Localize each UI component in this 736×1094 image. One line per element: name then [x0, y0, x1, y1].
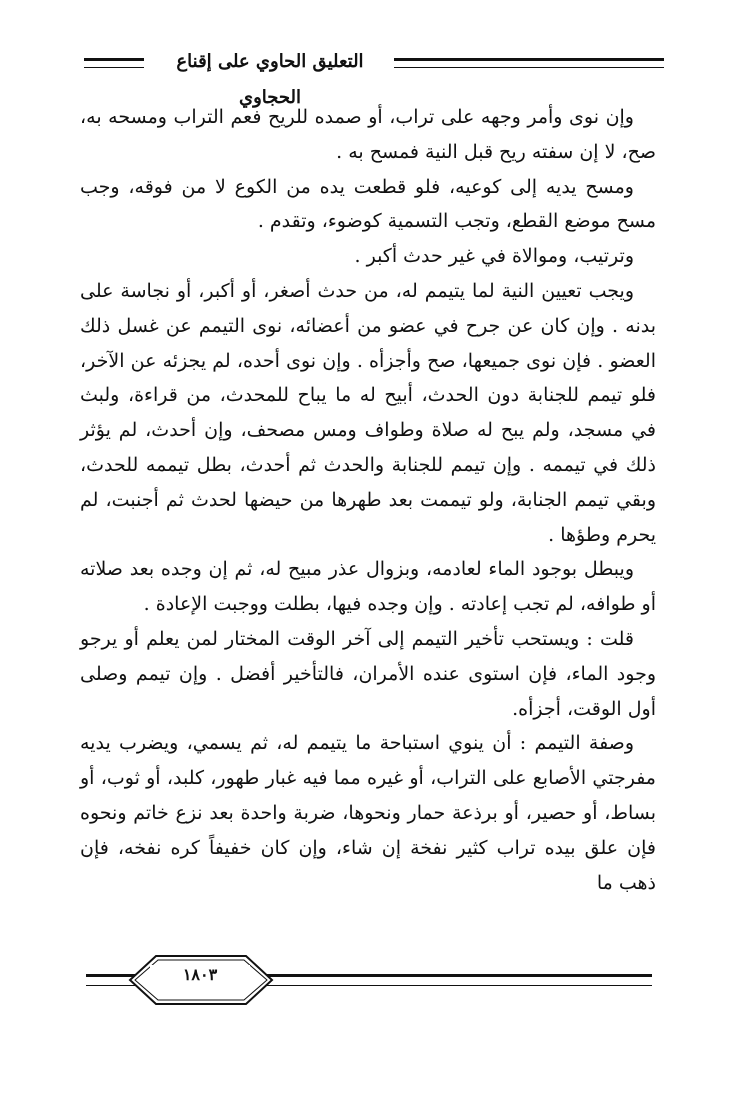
paragraph: وترتيب، وموالاة في غير حدث أكبر . [354, 245, 634, 268]
header-title: التعليق الحاوي على إقناع الحجاوي [176, 51, 364, 108]
paragraph: ومسح يديه إلى كوعيه، فلو قطعت يده من الكوع لا من فوقه، وجب مسح موضع القطع، وتجب التسمية كوضوء، وتقدم . [80, 175, 656, 233]
paragraph: وإن نوى وأمر وجهه على تراب، أو صمده للريح فعم التراب ومسحه به، صح، لا إن سفته ريح قبل النية فمسح به . [80, 106, 656, 163]
running-header [72, 44, 664, 108]
paragraph: ويجب تعيين النية لما يتيمم له، من حدث أصغر، أو أكبر، أو نجاسة على بدنه . وإن كان عن جرح في عضو من أعضائه، نوى التيمم عن غسل ذلك العضو . فإن نوى جميعها، صح وأجزأه . وإن نوى أحده، لم يجزئه عن الآخر، فلو تيمم للجنابة دون الحدث، أبيح له ما يباح للمحدث، من قراءة، ولبث في مسجد، ولم يبح له صلاة وطواف ومس مصحف، وإن أحدث، لم يؤثر ذلك في تيممه . وإن تيمم للجنابة والحدث ثم أحدث، بطل تيممه للحدث، وبقي تيمم الجنابة، ولو تيممت بعد طهرها من حيضها لحدث ثم أجنبت، لم يحرم وطؤها . [80, 279, 656, 546]
page-body [80, 100, 656, 900]
paragraph: وصفة التيمم : أن ينوي استباحة ما يتيمم له، ثم يسمي، ويضرب يديه مفرجتي الأصابع على التراب، أو غيره مما فيه غبار طهور، كلبد، أو ثوب، أو بساط، أو حصير، أو برذعة حمار ونحوها، ضربة واحدة بعد نزع خاتم ونحوه فإن علق بيده تراب كثير نفخة إن شاء، وإن كان خفيفاً كره نفخه، فإن ذهب ما [80, 732, 656, 894]
paragraph: قلت : ويستحب تأخير التيمم إلى آخر الوقت المختار لمن يعلم أو يرجو وجود الماء، فإن استوى عنده الأمران، فالتأخير أفضل . وإن تيمم وصلى أول الوقت، أجزأه. [80, 627, 656, 720]
header-rule-left [84, 58, 144, 68]
paragraph: ويبطل بوجود الماء لعادمه، وبزوال عذر مبيح له، ثم إن وجده بعد صلاته أو طوافه، لم تجب إعادته . وإن وجده فيها، بطلت ووجبت الإعادة . [80, 558, 656, 616]
header-rule-right [394, 58, 664, 68]
page-number: ١٨٠٣ [150, 965, 250, 984]
page-footer [86, 950, 652, 1010]
